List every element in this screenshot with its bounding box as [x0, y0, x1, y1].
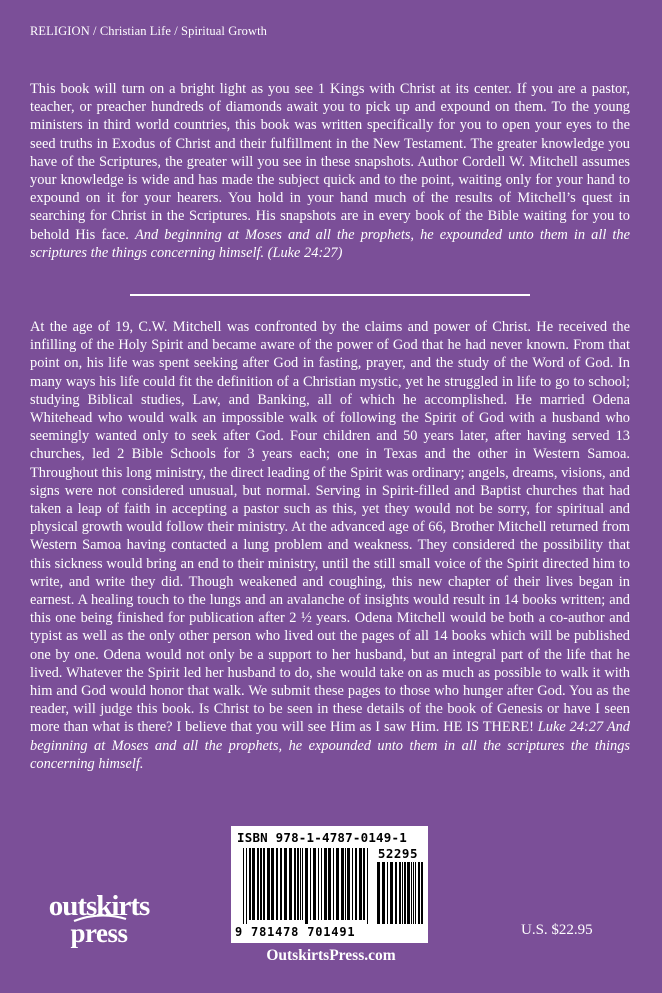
- barcode-bar: [352, 848, 353, 920]
- barcode-bar: [347, 848, 350, 920]
- barcode-bar: [341, 848, 344, 920]
- barcode-bar: [382, 862, 385, 924]
- barcode-bar: [246, 848, 247, 924]
- barcode-bar: [294, 848, 296, 920]
- barcode-bar: [243, 848, 244, 924]
- barcode-bar: [276, 848, 278, 920]
- barcode-bar: [313, 848, 316, 920]
- price-code-bars: [377, 862, 423, 924]
- barcode-bar: [387, 862, 388, 924]
- book-blurb: [30, 80, 630, 262]
- barcode-bar: [413, 862, 414, 924]
- barcode-bar: [404, 862, 406, 924]
- barcode-bar: [402, 862, 403, 924]
- logo-line-outskirts: outskirts: [48, 890, 150, 922]
- logo-line-press: press: [70, 918, 128, 948]
- isbn-barcode: [231, 826, 428, 943]
- barcode-bar: [363, 848, 365, 920]
- barcode-bar: [333, 848, 334, 920]
- section-divider: [130, 294, 530, 296]
- barcode-bar: [321, 848, 322, 920]
- barcode-bar: [411, 862, 412, 924]
- barcode-bar: [367, 848, 368, 924]
- blurb-scripture-quote: And beginning at Moses and all the prophets, he expounded unto them in all the scriptures the things concerning himself. (Luke 24:27): [30, 226, 631, 261]
- barcode-bar: [318, 848, 319, 920]
- publisher-website: OutskirtsPress.com: [266, 947, 396, 964]
- blurb-text: This book will turn on a bright light as you see 1 Kings with Christ at its center. If you are a pastor, teacher, or preacher hundreds of diamonds await you to pick up and expound on them. To the young ministers in third world countries, this book was written specifically for you to open your eyes to the seed truths in Exodus of Christ and their fulfillment in the New Testament. The greater knowledge you have of the Scriptures, the greater will you see in these snapshots. Author Cordell W. Mitchell assumes your knowledge is wide and has made the subject quick and to the point, waiting only for your hand to expound on it for your hearers. You hold in your hand much of the results of Mitchell’s quest in searching for Christ in the Scriptures. His snapshots are in every book of the Bible waiting for you to behold His face.: [30, 81, 630, 243]
- barcode-bar: [336, 848, 339, 920]
- price-code: 52295: [377, 846, 418, 861]
- barcode-bar: [324, 848, 327, 920]
- barcode-bar: [418, 862, 420, 924]
- category-line: RELIGION / Christian Life / Spiritual Growth: [30, 24, 268, 38]
- barcode-bar: [415, 862, 416, 924]
- barcode-bar: [305, 848, 308, 924]
- barcode-bar: [328, 848, 331, 920]
- barcode-bar: [395, 862, 397, 924]
- barcode-bar: [252, 848, 255, 920]
- barcode-bar: [399, 862, 401, 924]
- barcode-bar: [260, 848, 262, 920]
- barcode-bar: [377, 862, 380, 924]
- barcode-bar: [300, 848, 301, 920]
- barcode-bar: [249, 848, 251, 920]
- barcode-bar: [284, 848, 287, 920]
- publisher-logo: [24, 890, 174, 948]
- barcode-bar: [297, 848, 299, 920]
- retail-price: U.S. $22.95: [521, 922, 593, 938]
- barcode-bar: [257, 848, 259, 920]
- barcode-bar: [390, 862, 393, 924]
- barcode-bar: [302, 848, 303, 920]
- author-bio: [30, 318, 630, 773]
- barcode-bar: [280, 848, 282, 920]
- logo-swoosh-icon: [72, 913, 128, 925]
- ean-bars: [243, 848, 371, 924]
- isbn-label: ISBN 978-1-4787-0149-1: [237, 830, 407, 845]
- barcode-bar: [421, 862, 423, 924]
- barcode-bar: [310, 848, 311, 920]
- barcode-bar: [345, 848, 346, 920]
- bio-text: At the age of 19, C.W. Mitchell was confronted by the claims and power of Christ. He received the infilling of the Holy Spirit and became aware of the power of God that he had never known. From that point on, his life was spent seeking after God in fasting, prayer, and the study of the Word of God. In many ways his life could fit the definition of a Christian mystic, yet he struggled in life to go to school; studying Biblical studies, Law, and Banking, all of which he accomplished. He married Odena Whitehead who would walk an impossible walk of following the Spirit of God with a husband who seemingly wanted only to seek after God. Four children and 50 years later, after having served 13 churches, led 2 Bible Schools for 3 years each; one in Texas and the other in Western Samoa. Throughout this long ministry, the direct leading of the Spirit was ordinary; angels, dreams, visions, and signs were not considered unusual, but normal. Serving in Spirit-filled and Baptist churches that had taken a leap of faith in accepting a pastor such as this, yet they would not be sorry, for spiritual and physical growth would follow their ministry. At the advanced age of 66, Brother Mitchell returned from Western Samoa having contacted a lung problem and weakness. They considered the possibility that this sickness would bring an end to their ministry, until the still small voice of the Spirit directed him to write, and write they did. Though weakened and coughing, this new chapter of their lives began in earnest. A healing touch to the lungs and an avalanche of insights would result in 14 books written; and this one being finished for publication after 2 ½ years. Odena Mitchell would be both a co-author and typist as well as the only other person who lived out the pages of all 14 books which will be published one by one. Odena would not only be a support to her husband, but an integral part of the life that he lived. Whatever the Spirit led her husband to do, she would take on as much as possible to walk it with him and God would honor that walk. We submit these pages to those who hunger after God. You as the reader, will judge this book. Is Christ to be seen in these details of the book of Genesis or have I seen more than what is there? I believe that you will see Him as I saw Him. HE IS THERE!: [30, 319, 630, 736]
- barcode-bar: [267, 848, 270, 920]
- barcode-bar: [355, 848, 357, 920]
- barcode-bar: [407, 862, 410, 924]
- barcode-bar: [263, 848, 265, 920]
- barcode-bar: [289, 848, 292, 920]
- barcode-bar: [271, 848, 274, 920]
- ean-digits: 9 781478 701491: [235, 925, 356, 939]
- bio-scripture-quote: Luke 24:27 And beginning at Moses and all the prophets, he expounded unto them in all the scriptures the things concerning himself.: [30, 719, 630, 772]
- barcode-bar: [359, 848, 362, 920]
